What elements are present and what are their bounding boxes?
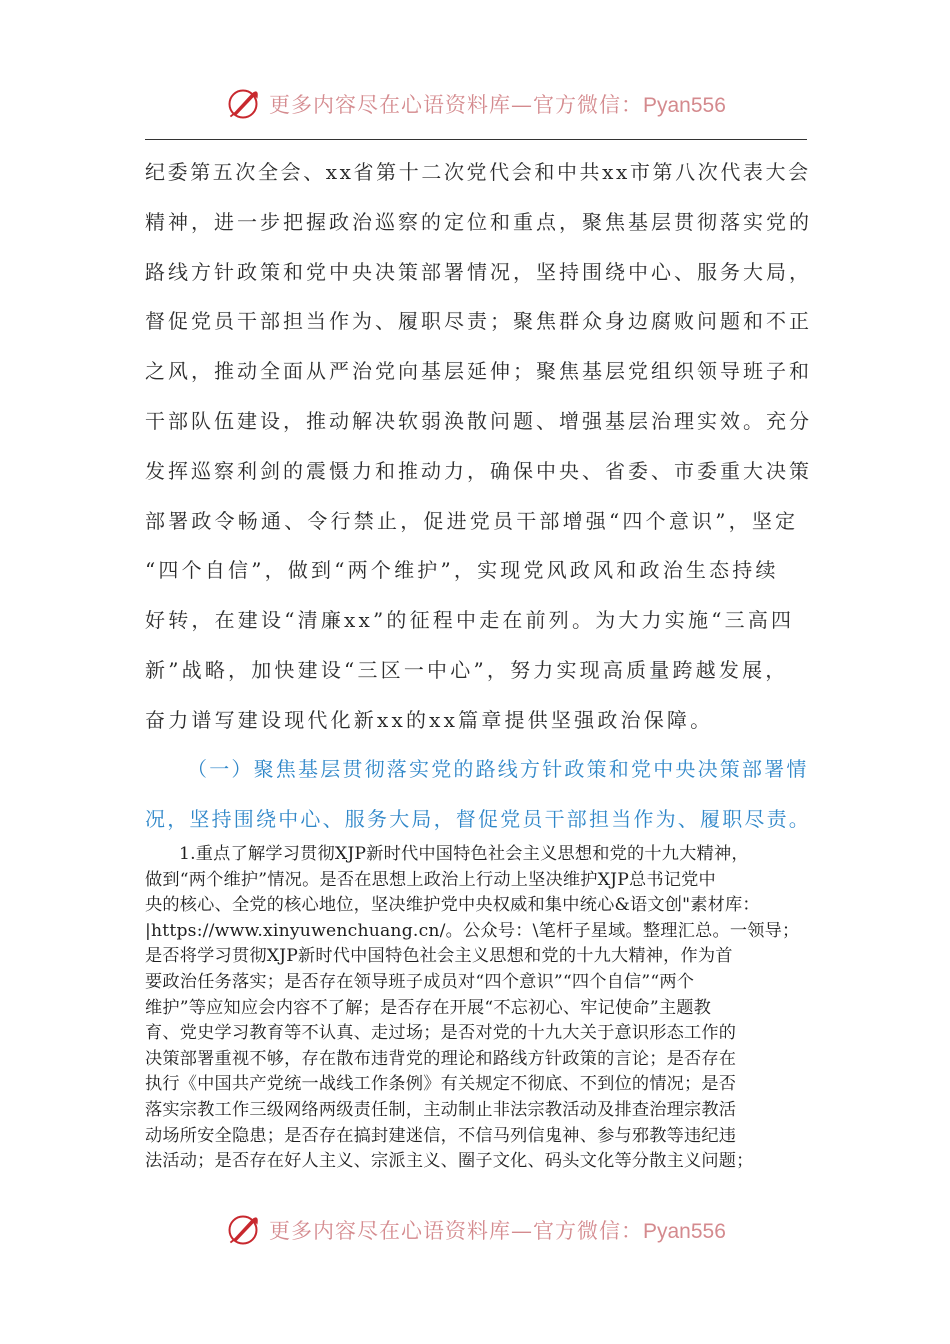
- detail-line: 法活动；是否存在好人主义、宗派主义、圈子文化、码头文化等分散主义问题；: [145, 1151, 754, 1172]
- body-line: 纪委第五次全会、xx省第十二次党代会和中共xx市第八次代表大会: [145, 160, 811, 184]
- heading-line: 况，坚持围绕中心、服务大局，督促党员干部担当作为、履职尽责。: [145, 806, 811, 831]
- detail-line: 维护”等应知应会内容不了解；是否存在开展“不忘初心、牢记使命”主题教: [145, 997, 711, 1018]
- detail-line: 是否将学习贯彻XJP新时代中国特色社会主义思想和党的十九大精神，作为首: [145, 946, 733, 967]
- body-line: 好转，在建设“清廉xx”的征程中走在前列。为大力实施“三高四: [145, 608, 795, 633]
- body-line: 干部队伍建设，推动解决软弱涣散问题、增强基层治理实效。充分: [145, 408, 812, 433]
- body-line: 部署政令畅通、令行禁止，促进党员干部增强“四个意识”，坚定: [145, 508, 799, 533]
- detail-line: 动场所安全隐患；是否存在搞封建迷信，不信马列信鬼神、参与邪教等违纪违: [145, 1125, 737, 1146]
- body-line: 发挥巡察利剑的震慑力和推动力，确保中央、省委、市委重大决策: [145, 458, 812, 483]
- body-line: 奋力谱写建设现代化新xx的xx篇章提供坚强政治保障。: [145, 707, 714, 732]
- body-line: 新”战略，加快建设“三区一中心”，努力实现高质量跨越发展，: [145, 657, 789, 682]
- detail-line: 1.重点了解学习贯彻XJP新时代中国特色社会主义思想和党的十九大精神，: [179, 844, 749, 864]
- detail-line: 要政治任务落实；是否存在领导班子成员对“四个意识”“四个自信”“两个: [145, 971, 695, 992]
- section-heading: [145, 745, 811, 845]
- footer-banner: [225, 1210, 745, 1250]
- detail-paragraph: [145, 842, 811, 1175]
- quill-logo-icon: [225, 86, 261, 122]
- detail-line: 央的核心、全党的核心地位，坚决维护党中央权威和集中统心&语文创"素材库：: [145, 895, 760, 916]
- footer-wechat-id: Pyan556: [643, 1220, 726, 1243]
- quill-logo-icon: [225, 1212, 261, 1248]
- body-line: 之风，推动全面从严治党向基层延伸；聚焦基层党组织领导班子和: [145, 359, 812, 384]
- detail-line: 决策部署重视不够，存在散布违背党的理论和路线方针政策的言论；是否存在: [145, 1048, 737, 1069]
- body-line: “四个自信”，做到“两个维护”，实现党风政风和政治生态持续: [145, 558, 779, 583]
- detail-line: 做到“两个维护”情况。是否在思想上政治上行动上坚决维护XJP总书记党中: [145, 869, 716, 890]
- body-line: 督促党员干部担当作为、履职尽责；聚焦群众身边腐败问题和不正: [145, 309, 812, 334]
- body-line: 路线方针政策和党中央决策部署情况，坚持围绕中心、服务大局，: [145, 259, 812, 284]
- detail-line: 落实宗教工作三级网络两级责任制，主动制止非法宗教活动及排查治理宗教活: [145, 1099, 737, 1120]
- body-paragraph: [145, 148, 811, 746]
- header-banner: [225, 84, 745, 124]
- header-divider: [145, 139, 807, 140]
- detail-line: 育、党史学习教育等不认真、走过场；是否对党的十九大关于意识形态工作的: [145, 1023, 737, 1044]
- detail-line: 执行《中国共产党统一战线工作条例》有关规定不彻底、不到位的情况；是否: [145, 1074, 737, 1095]
- header-brand-text: 更多内容尽在心语资料库—官方微信：Pyan556: [269, 93, 726, 117]
- footer-brand-text: 更多内容尽在心语资料库—官方微信：Pyan556: [269, 1219, 726, 1243]
- heading-line: （一）聚焦基层贯彻落实党的路线方针政策和党中央决策部署情: [187, 757, 809, 781]
- detail-line: |https://www.xinyuwenchuang.cn/。公众号：\笔杆子星域。整理汇总。一领导；: [145, 920, 800, 941]
- header-wechat-id: Pyan556: [643, 94, 726, 117]
- body-line: 精神，进一步把握政治巡察的定位和重点，聚焦基层贯彻落实党的: [145, 209, 812, 234]
